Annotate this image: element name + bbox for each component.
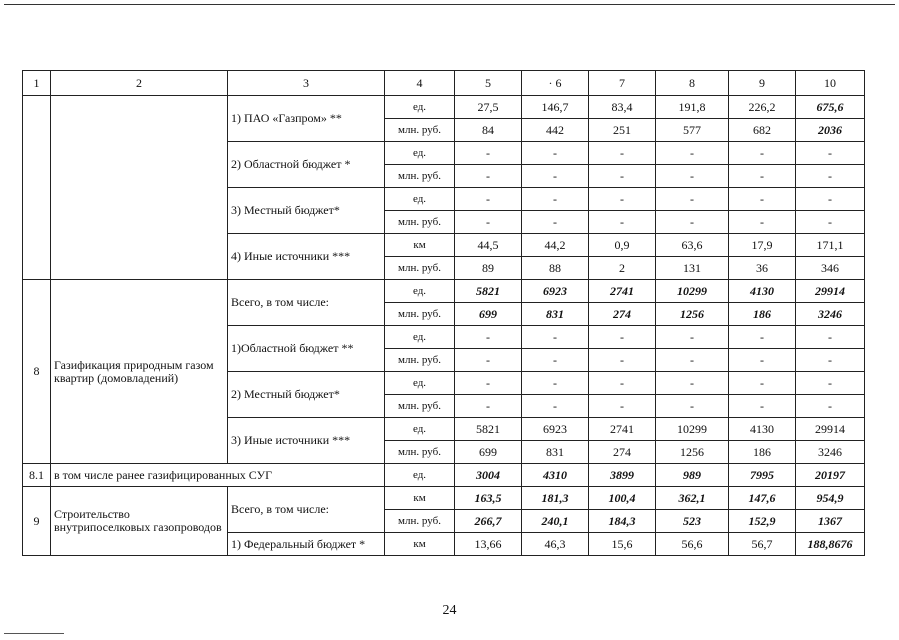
value-cell: -	[729, 188, 796, 211]
value-cell: -	[656, 188, 729, 211]
value-cell: -	[656, 165, 729, 188]
value-cell: -	[796, 372, 865, 395]
value-cell: 699	[455, 303, 522, 326]
value-cell: -	[796, 188, 865, 211]
header-cell: 7	[589, 71, 656, 96]
value-cell: 36	[729, 257, 796, 280]
value-cell: 523	[656, 510, 729, 533]
value-cell: 699	[455, 441, 522, 464]
value-cell: 3246	[796, 441, 865, 464]
value-cell: 191,8	[656, 96, 729, 119]
row-number-cell: 9	[23, 487, 51, 556]
value-cell: 46,3	[522, 533, 589, 556]
value-cell: -	[589, 165, 656, 188]
value-cell: -	[522, 165, 589, 188]
value-cell: 5821	[455, 418, 522, 441]
value-cell: -	[656, 142, 729, 165]
value-cell: 29914	[796, 280, 865, 303]
value-cell: 0,9	[589, 234, 656, 257]
budget-table	[22, 70, 865, 556]
value-cell: 3004	[455, 464, 522, 487]
value-cell: 274	[589, 441, 656, 464]
value-cell: -	[455, 395, 522, 418]
value-cell: 274	[589, 303, 656, 326]
row-number-cell: 8	[23, 280, 51, 464]
value-cell: 442	[522, 119, 589, 142]
value-cell: -	[455, 372, 522, 395]
value-cell: -	[656, 211, 729, 234]
header-cell: 10	[796, 71, 865, 96]
value-cell: -	[656, 326, 729, 349]
table-row	[23, 464, 865, 487]
value-cell: 2036	[796, 119, 865, 142]
value-cell: 2741	[589, 418, 656, 441]
value-cell: -	[796, 211, 865, 234]
source-cell: 1) ПАО «Газпром» **	[228, 96, 385, 142]
value-cell: 131	[656, 257, 729, 280]
value-cell: 1367	[796, 510, 865, 533]
source-cell: 1)Областной бюджет **	[228, 326, 385, 372]
value-cell: 1256	[656, 441, 729, 464]
bottom-rule	[4, 633, 64, 634]
value-cell: 29914	[796, 418, 865, 441]
value-cell: -	[729, 372, 796, 395]
value-cell: -	[589, 211, 656, 234]
row-number-cell: 8.1	[23, 464, 51, 487]
unit-cell: млн. руб.	[385, 211, 455, 234]
item-name-cell: в том числе ранее газифицированных СУГ	[51, 464, 385, 487]
unit-cell: млн. руб.	[385, 119, 455, 142]
source-cell: 2) Местный бюджет*	[228, 372, 385, 418]
value-cell: 682	[729, 119, 796, 142]
unit-cell: ед.	[385, 372, 455, 395]
value-cell: -	[796, 165, 865, 188]
value-cell: -	[455, 326, 522, 349]
header-cell: 1	[23, 71, 51, 96]
value-cell: 4130	[729, 280, 796, 303]
unit-cell: ед.	[385, 418, 455, 441]
value-cell: -	[455, 349, 522, 372]
source-cell: Всего, в том числе:	[228, 280, 385, 326]
value-cell: -	[589, 349, 656, 372]
value-cell: 146,7	[522, 96, 589, 119]
value-cell: 181,3	[522, 487, 589, 510]
value-cell: 675,6	[796, 96, 865, 119]
value-cell: 152,9	[729, 510, 796, 533]
value-cell: 44,5	[455, 234, 522, 257]
value-cell: -	[455, 165, 522, 188]
value-cell: 266,7	[455, 510, 522, 533]
source-cell: Всего, в том числе:	[228, 487, 385, 533]
table-row	[23, 96, 865, 119]
row-number-cell	[23, 96, 51, 280]
unit-cell: ед.	[385, 326, 455, 349]
header-cell: 3	[228, 71, 385, 96]
source-cell: 1) Федеральный бюджет *	[228, 533, 385, 556]
source-cell: 3) Местный бюджет*	[228, 188, 385, 234]
unit-cell: млн. руб.	[385, 510, 455, 533]
value-cell: 831	[522, 303, 589, 326]
header-cell: 9	[729, 71, 796, 96]
value-cell: -	[522, 395, 589, 418]
value-cell: -	[522, 188, 589, 211]
item-name-cell: Строительство внутрипоселковых газопроводов	[51, 487, 228, 556]
value-cell: 20197	[796, 464, 865, 487]
value-cell: -	[656, 372, 729, 395]
unit-cell: млн. руб.	[385, 257, 455, 280]
value-cell: 88	[522, 257, 589, 280]
value-cell: 7995	[729, 464, 796, 487]
value-cell: 83,4	[589, 96, 656, 119]
value-cell: 6923	[522, 418, 589, 441]
value-cell: -	[589, 188, 656, 211]
value-cell: -	[589, 326, 656, 349]
value-cell: 577	[656, 119, 729, 142]
value-cell: 89	[455, 257, 522, 280]
value-cell: 184,3	[589, 510, 656, 533]
value-cell: -	[656, 395, 729, 418]
value-cell: -	[522, 211, 589, 234]
value-cell: 240,1	[522, 510, 589, 533]
source-cell: 2) Областной бюджет *	[228, 142, 385, 188]
value-cell: 831	[522, 441, 589, 464]
value-cell: 56,7	[729, 533, 796, 556]
table-body	[23, 71, 865, 556]
value-cell: 163,5	[455, 487, 522, 510]
header-row	[23, 71, 865, 96]
value-cell: -	[656, 349, 729, 372]
value-cell: 362,1	[656, 487, 729, 510]
header-cell: 2	[51, 71, 228, 96]
unit-cell: млн. руб.	[385, 395, 455, 418]
unit-cell: ед.	[385, 280, 455, 303]
value-cell: -	[522, 326, 589, 349]
source-cell: 3) Иные источники ***	[228, 418, 385, 464]
unit-cell: км	[385, 533, 455, 556]
value-cell: -	[589, 142, 656, 165]
value-cell: -	[729, 142, 796, 165]
unit-cell: млн. руб.	[385, 165, 455, 188]
value-cell: 56,6	[656, 533, 729, 556]
value-cell: 84	[455, 119, 522, 142]
value-cell: 1256	[656, 303, 729, 326]
value-cell: 15,6	[589, 533, 656, 556]
value-cell: 17,9	[729, 234, 796, 257]
value-cell: 2741	[589, 280, 656, 303]
unit-cell: млн. руб.	[385, 441, 455, 464]
unit-cell: км	[385, 234, 455, 257]
value-cell: -	[455, 211, 522, 234]
header-cell: 5	[455, 71, 522, 96]
value-cell: 251	[589, 119, 656, 142]
value-cell: 3899	[589, 464, 656, 487]
page-number: 24	[442, 603, 457, 618]
value-cell: 188,8676	[796, 533, 865, 556]
value-cell: 147,6	[729, 487, 796, 510]
header-cell: 4	[385, 71, 455, 96]
top-rule	[4, 4, 895, 5]
value-cell: 4130	[729, 418, 796, 441]
value-cell: -	[796, 349, 865, 372]
value-cell: 63,6	[656, 234, 729, 257]
header-dot: ·	[548, 75, 553, 90]
header-cell: · 6	[522, 71, 589, 96]
value-cell: 27,5	[455, 96, 522, 119]
value-cell: 5821	[455, 280, 522, 303]
value-cell: -	[729, 349, 796, 372]
value-cell: 954,9	[796, 487, 865, 510]
unit-cell: ед.	[385, 96, 455, 119]
value-cell: 6923	[522, 280, 589, 303]
value-cell: -	[589, 395, 656, 418]
unit-cell: млн. руб.	[385, 349, 455, 372]
value-cell: 2	[589, 257, 656, 280]
value-cell: 3246	[796, 303, 865, 326]
value-cell: -	[455, 142, 522, 165]
value-cell: 346	[796, 257, 865, 280]
value-cell: -	[522, 349, 589, 372]
table-row	[23, 487, 865, 510]
unit-cell: ед.	[385, 464, 455, 487]
table-row	[23, 280, 865, 303]
unit-cell: ед.	[385, 142, 455, 165]
unit-cell: ед.	[385, 188, 455, 211]
source-cell: 4) Иные источники ***	[228, 234, 385, 280]
value-cell: 4310	[522, 464, 589, 487]
value-cell: -	[796, 395, 865, 418]
value-cell: 989	[656, 464, 729, 487]
item-name-cell: Газификация природным газом квартир (домовладений)	[51, 280, 228, 464]
value-cell: -	[455, 188, 522, 211]
value-cell: 10299	[656, 280, 729, 303]
value-cell: -	[729, 165, 796, 188]
item-name-cell	[51, 96, 228, 280]
value-cell: -	[589, 372, 656, 395]
value-cell: -	[796, 326, 865, 349]
unit-cell: млн. руб.	[385, 303, 455, 326]
value-cell: -	[729, 326, 796, 349]
value-cell: 171,1	[796, 234, 865, 257]
value-cell: -	[522, 142, 589, 165]
value-cell: 13,66	[455, 533, 522, 556]
header-cell: 8	[656, 71, 729, 96]
value-cell: 44,2	[522, 234, 589, 257]
value-cell: 100,4	[589, 487, 656, 510]
value-cell: 226,2	[729, 96, 796, 119]
value-cell: 186	[729, 441, 796, 464]
value-cell: -	[729, 395, 796, 418]
value-cell: -	[522, 372, 589, 395]
value-cell: -	[729, 211, 796, 234]
unit-cell: км	[385, 487, 455, 510]
value-cell: 186	[729, 303, 796, 326]
value-cell: 10299	[656, 418, 729, 441]
value-cell: -	[796, 142, 865, 165]
